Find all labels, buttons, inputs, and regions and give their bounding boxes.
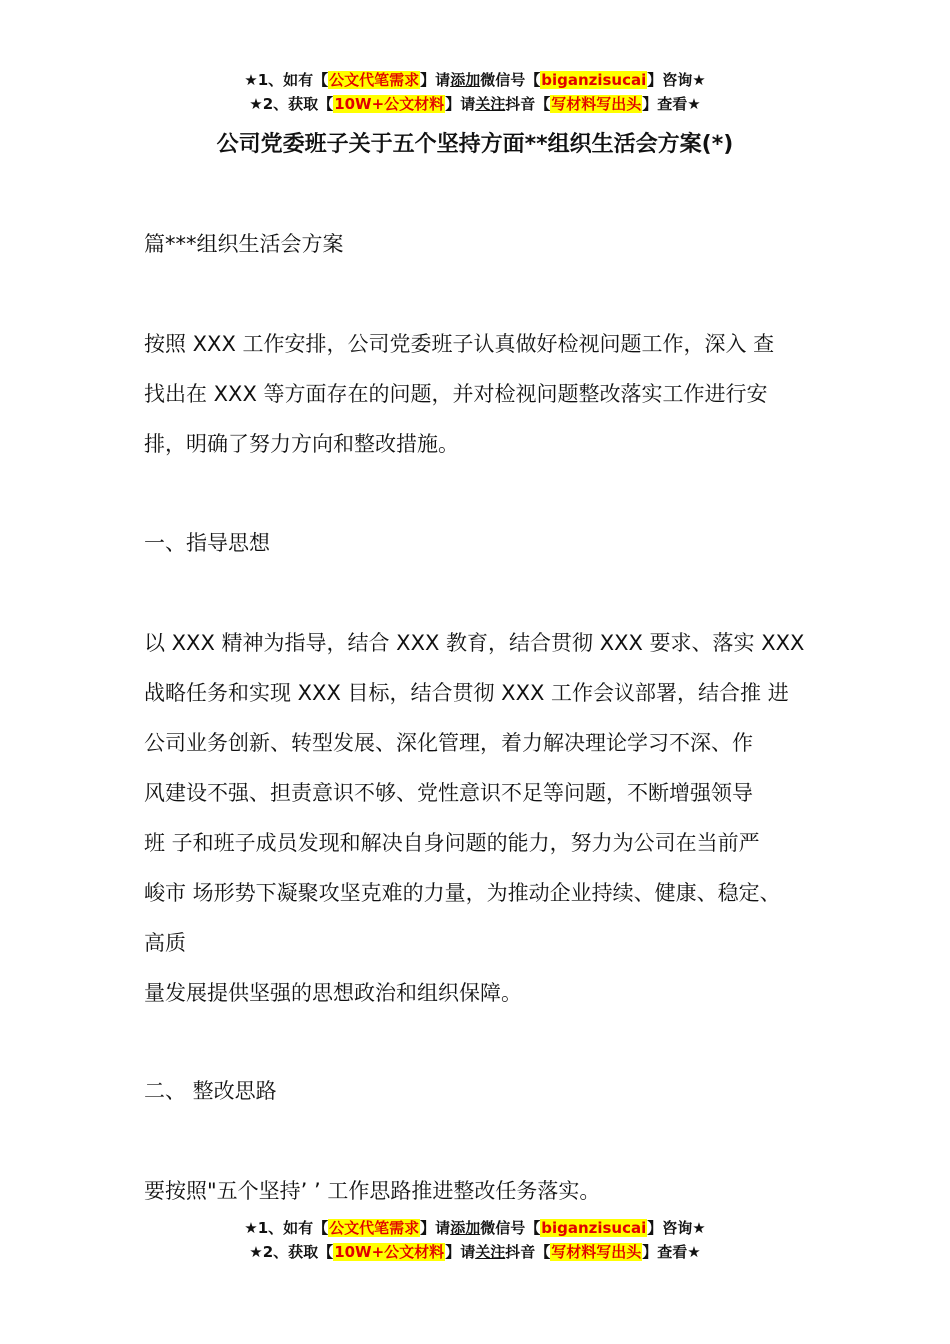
- promo-banner-top: [0, 68, 950, 116]
- document-subtitle: 篇***组织生活会方案: [144, 232, 344, 256]
- section1-line: 以 XXX 精神为指导，结合 XXX 教育，结合贯彻 XXX 要求、落实 XXX: [144, 631, 805, 655]
- highlight-wechat-id: biganzisucai: [541, 71, 647, 89]
- section1-line: 量发展提供坚强的思想政治和组织保障。: [144, 981, 522, 1005]
- highlight-wechat-id: biganzisucai: [541, 1219, 647, 1237]
- intro-paragraph: [144, 319, 824, 469]
- highlight-douyin-id: 写材料写出头: [551, 95, 642, 113]
- intro-line: 找出在 XXX 等方面存在的问题，并对检视问题整改落实工作进行安: [144, 382, 768, 406]
- promo-line-1: ★1、如有【公文代笔需求】请添加微信号【biganzisucai】咨询★: [244, 71, 706, 89]
- section1-line: 战略任务和实现 XXX 目标，结合贯彻 XXX 工作会议部署，结合推 进: [144, 681, 789, 705]
- section-heading-1: 一、指导思想: [144, 531, 270, 555]
- promo-line-2: ★2、获取【10W+公文材料】请关注抖音【写材料写出头】查看★: [249, 1243, 701, 1261]
- document-title: 公司党委班子关于五个坚持方面**组织生活会方案(*): [216, 132, 734, 157]
- section2-paragraph: 要按照"五个坚持’ ’ 工作思路推进整改任务落实。: [144, 1179, 601, 1203]
- section1-line: 峻市 场形势下凝聚攻坚克难的力量，为推动企业持续、健康、稳定、: [144, 881, 781, 905]
- highlight-materials: 10W+公文材料: [334, 95, 445, 113]
- promo-line-2: ★2、获取【10W+公文材料】请关注抖音【写材料写出头】查看★: [249, 95, 701, 113]
- intro-line: 按照 XXX 工作安排，公司党委班子认真做好检视问题工作，深入 查: [144, 332, 775, 356]
- section-heading-2: 二、 整改思路: [144, 1079, 277, 1103]
- promo-line-1: ★1、如有【公文代笔需求】请添加微信号【biganzisucai】咨询★: [244, 1219, 706, 1237]
- section1-line: 公司业务创新、转型发展、深化管理，着力解决理论学习不深、作: [144, 731, 753, 755]
- highlight-douyin-id: 写材料写出头: [551, 1243, 642, 1261]
- highlight-service: 公文代笔需求: [329, 71, 420, 89]
- intro-line: 排，明确了努力方向和整改措施。: [144, 432, 459, 456]
- section1-line: 班 子和班子成员发现和解决自身问题的能力，努力为公司在当前严: [144, 831, 760, 855]
- highlight-materials: 10W+公文材料: [334, 1243, 445, 1261]
- promo-banner-bottom: [0, 1216, 950, 1264]
- section1-line: 风建设不强、担责意识不够、党性意识不足等问题，不断增强领导: [144, 781, 753, 805]
- section1-paragraph: [144, 618, 824, 1018]
- highlight-service: 公文代笔需求: [329, 1219, 420, 1237]
- section1-line: 高质: [144, 931, 186, 955]
